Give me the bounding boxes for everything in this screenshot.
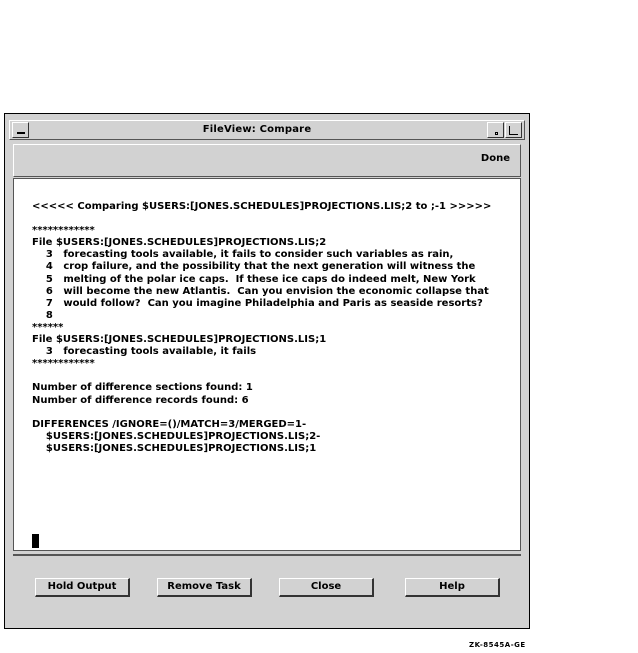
output-line: DIFFERENCES /IGNORE=()/MATCH=3/MERGED=1- — [32, 418, 307, 430]
output-line — [32, 407, 520, 419]
help-button[interactable]: Help — [405, 578, 500, 597]
output-line: $USERS:[JONES.SCHEDULES]PROJECTIONS.LIS;1 — [32, 442, 317, 454]
remove-task-button[interactable]: Remove Task — [157, 578, 252, 597]
output-line: ****** — [32, 321, 64, 333]
output-line: 7 would follow? Can you imagine Philadelphia and Paris as seaside resorts? — [32, 297, 483, 309]
done-menu-item[interactable]: Done — [480, 153, 510, 164]
output-line: $USERS:[JONES.SCHEDULES]PROJECTIONS.LIS;2- — [32, 430, 321, 442]
output-line: 3 forecasting tools available, it fails — [32, 346, 257, 358]
output-line — [32, 213, 520, 225]
window-menu-button[interactable] — [12, 122, 29, 138]
output-line: 8 — [32, 309, 53, 321]
maximize-button[interactable] — [505, 122, 522, 138]
output-line: Number of difference records found: 6 — [32, 394, 249, 406]
separator — [13, 554, 521, 556]
hold-output-button[interactable]: Hold Output — [35, 578, 130, 597]
figure-label: ZK-8545A-GE — [469, 641, 526, 649]
menu-bar — [13, 144, 521, 177]
output-lines — [32, 201, 520, 455]
text-cursor — [32, 534, 39, 548]
fileview-compare-window — [4, 113, 530, 629]
output-line: 5 melting of the polar ice caps. If these ice caps do indeed melt, New York — [32, 273, 476, 285]
output-line: 6 will become the new Atlantis. Can you envision the economic collapse that — [32, 285, 489, 297]
minimize-button[interactable] — [487, 122, 504, 138]
window-menu-icon — [17, 132, 25, 134]
close-button[interactable]: Close — [279, 578, 374, 597]
output-line: 3 forecasting tools available, it fails to consider such variables as rain, — [32, 249, 454, 261]
output-line: File $USERS:[JONES.SCHEDULES]PROJECTIONS.LIS;2 — [32, 237, 327, 249]
button-bar — [13, 566, 521, 606]
output-line — [32, 370, 520, 382]
output-text-area[interactable] — [13, 178, 521, 551]
output-line: 4 crop failure, and the possibility that the next generation will witness the — [32, 261, 476, 273]
output-line: Number of difference sections found: 1 — [32, 382, 253, 394]
title-bar[interactable] — [9, 120, 525, 140]
output-line: ************ — [32, 358, 95, 370]
window-title: FileView: Compare — [202, 124, 312, 135]
output-line: <<<<< Comparing $USERS:[JONES.SCHEDULES]PROJECTIONS.LIS;2 to ;-1 >>>>> — [32, 201, 492, 212]
maximize-icon — [509, 126, 518, 135]
minimize-icon — [495, 132, 498, 135]
output-line: File $USERS:[JONES.SCHEDULES]PROJECTIONS.LIS;1 — [32, 334, 327, 346]
output-line: ************ — [32, 225, 95, 237]
